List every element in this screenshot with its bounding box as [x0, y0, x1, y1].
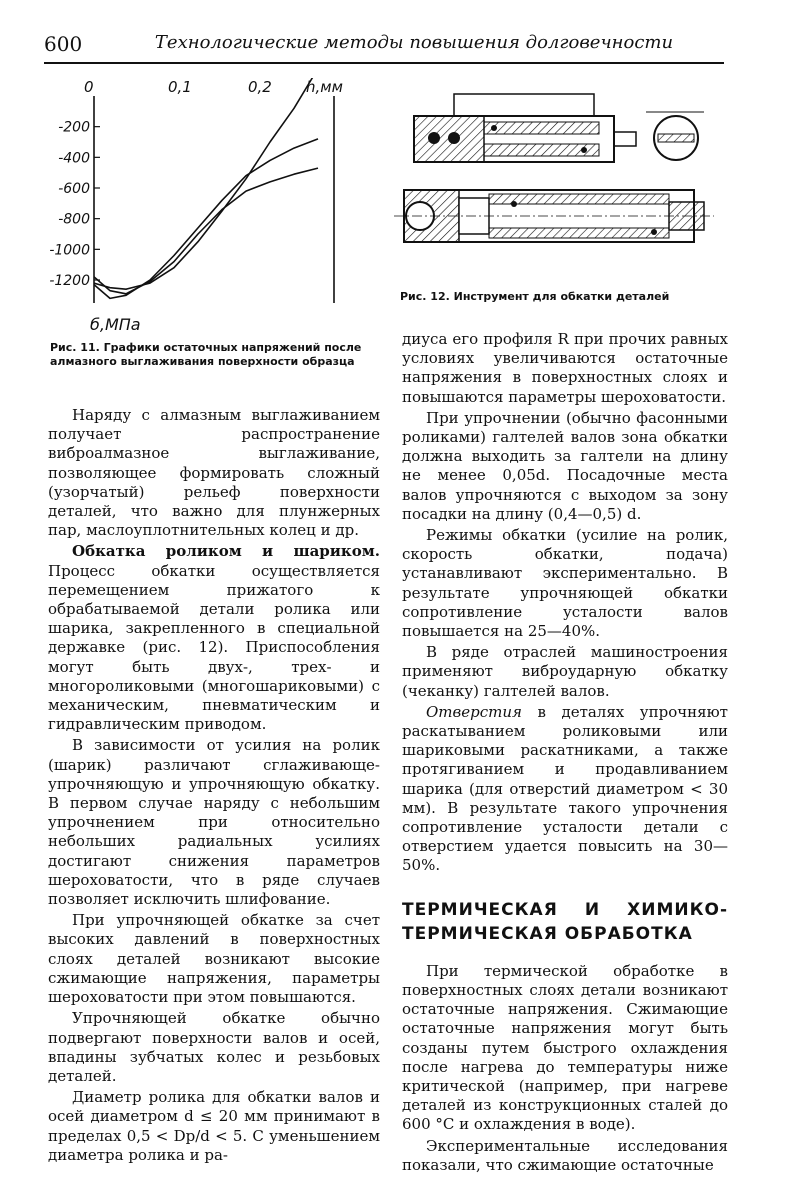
series-line-curve-1: [94, 78, 318, 289]
y-tick-label: -400: [58, 150, 90, 167]
paragraph-body: в деталях упрочняют раскатыванием роликовыми или шариковыми раскатниками, а также протягиванием и продавливанием шарика (для отверстий диаметром < 30 мм). В результате такого упрочнения сопротивление усталости детали с отверстием удается повысить на 30—50%.: [402, 702, 728, 875]
x-tick-label: 0,2: [248, 78, 272, 96]
running-title: Технологические методы повышения долговечности: [154, 32, 674, 53]
paragraph: [402, 703, 728, 876]
y-tick-label: -600: [58, 181, 90, 197]
paragraph: Режимы обкатки (усилие на ролик, скорость обкатки, подача) устанавливают экспериментально. В результате упрочняющей обкатки сопротивление усталости валов повышается на 25—40%.: [402, 526, 728, 641]
paragraph: Наряду с алмазным выглаживанием получает распространение виброалмазное выглаживание, позволяющее формировать сложный (узорчатый) рельеф поверхности деталей, что важно для плунжерных пар, маслоуплотнительных колец и др.: [48, 406, 380, 540]
paragraph-emphasis: Отверстия: [426, 702, 522, 721]
upper-tool: [414, 94, 704, 162]
y-axis-label: б,МПа: [90, 315, 141, 334]
figure-11-caption: Рис. 11. Графики остаточных напряжений после алмазного выглаживания поверхности образца: [50, 341, 362, 368]
y-tick-label: -1200: [49, 273, 90, 289]
paragraph-body: Процесс обкатки осуществляется перемещением прижатого к обрабатываемой детали ролика или шарика, закрепленного в специальной державке (рис. 12). Приспособления могут быть двух-, трех- и многороликовыми (многошариковыми) с механическим, пневматическим и гидравлическим приводом.: [48, 561, 380, 734]
page-header: [44, 28, 724, 64]
paragraph: В зависимости от усилия на ролик (шарик) различают сглаживающе-упрочняющую и упрочняющую обкатку. В первом случае наряду с небольшим упрочнением при относительно небольших радиальных усилиях достигают снижения параметров шероховатости, что в ряде случаев позволяет исключить шлифование.: [48, 736, 380, 909]
x-tick-label: 0: [84, 78, 94, 96]
figure-12: [394, 82, 724, 264]
page-number: 600: [44, 32, 83, 56]
x-tick-label: 0,1: [168, 78, 192, 96]
series-line-curve-2: [94, 139, 318, 299]
stress-chart: [44, 78, 374, 338]
rolling-tool-drawing: [394, 82, 724, 264]
paragraph: При упрочняющей обкатке за счет высоких давлений в поверхностных слоях деталей возникают высокие сжимающие напряжения, параметры шероховатости при этом повышаются.: [48, 911, 380, 1007]
paragraph: В ряде отраслей машиностроения применяют виброударную обкатку (чеканку) галтелей валов.: [402, 643, 728, 700]
paragraph: Диаметр ролика для обкатки валов и осей диаметром d ≤ 20 мм принимают в пределах 0,5 < Dр/d < 5. С уменьшением диаметра ролика и ра-: [48, 1088, 380, 1164]
section-heading: ТЕРМИЧЕСКАЯ И ХИМИКО-ТЕРМИЧЕСКАЯ ОБРАБОТКА: [402, 899, 728, 944]
y-tick-label: -1000: [49, 242, 90, 259]
paragraph: [48, 542, 380, 734]
right-column: [402, 330, 728, 1177]
x-axis-label: h,мм: [306, 78, 343, 96]
figure-12-caption: Рис. 12. Инструмент для обкатки деталей: [400, 290, 670, 303]
paragraph: При термической обработке в поверхностных слоях детали возникают остаточные напряжения. Сжимающие остаточные напряжения могут быть созданы путем быстрого охлаждения после нагрева до температуры ниже критической (например, при нагреве деталей из конструкционных сталей до 600 °С и охлаждения в воде).: [402, 961, 728, 1134]
paragraph: диуса его профиля R при прочих равных условиях увеличиваются остаточные напряжения в поверхностных слоях и повышаются параметры шероховатости.: [402, 330, 728, 406]
left-column: [48, 406, 380, 1167]
lower-tool: [394, 190, 714, 242]
figure-11: [44, 78, 374, 338]
paragraph-lead: Обкатка роликом и шариком.: [72, 542, 380, 561]
y-tick-label: -800: [58, 211, 90, 228]
paragraph: Упрочняющей обкатке обычно подвергают поверхности валов и осей, впадины зубчатых колес и резьбовых деталей.: [48, 1009, 380, 1085]
paragraph: При упрочнении (обычно фасонными роликами) галтелей валов зона обкатки должна выходить за галтели на длину не менее 0,05d. Посадочные места валов упрочняются с выходом за зону посадки на длину (0,4—0,5) d.: [402, 408, 728, 523]
paragraph: Экспериментальные исследования показали, что сжимающие остаточные: [402, 1136, 728, 1174]
y-tick-label: -200: [58, 119, 90, 136]
